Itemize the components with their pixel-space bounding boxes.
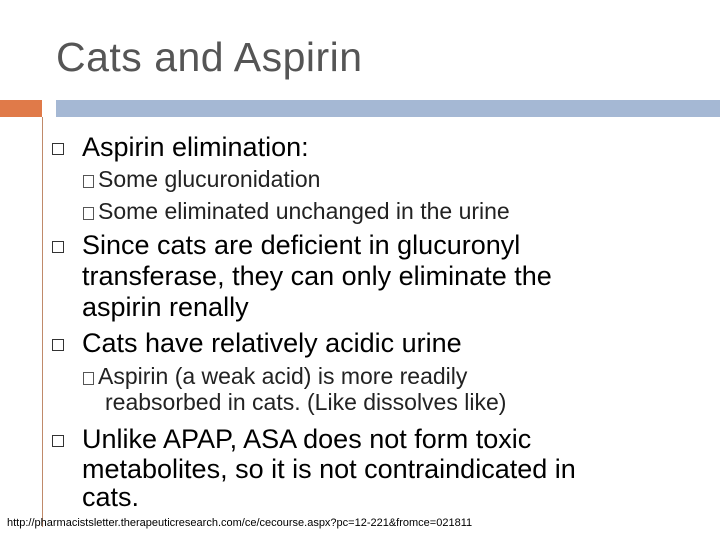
sub-bullet-box-icon bbox=[83, 207, 94, 220]
sub-bullet-text: Some eliminated unchanged in the urine bbox=[98, 198, 510, 224]
sub-bullet-box-icon bbox=[83, 372, 94, 385]
bullet-acidic-urine: Cats have relatively acidic urine bbox=[82, 328, 462, 358]
bullet-deficient-line-3: aspirin renally bbox=[82, 292, 249, 322]
bullet-deficient-line-2: transferase, they can only eliminate the bbox=[82, 261, 552, 291]
sub-bullet-glucuronidation bbox=[83, 167, 320, 192]
bullet-apap-line-3: cats. bbox=[82, 482, 140, 512]
sub-bullet-weak-acid-line-1 bbox=[83, 364, 467, 389]
bullet-apap-line-1: Unlike APAP, ASA does not form toxic bbox=[82, 424, 532, 454]
bullet-box-icon bbox=[52, 241, 64, 253]
sub-bullet-weak-acid-line-2: reabsorbed in cats. (Like dissolves like) bbox=[105, 389, 507, 415]
sub-bullet-text: Aspirin (a weak acid) is more readily bbox=[98, 363, 468, 389]
accent-bar-blue bbox=[56, 100, 720, 117]
accent-bar-orange bbox=[0, 100, 42, 117]
sub-bullet-text: Some glucuronidation bbox=[98, 166, 321, 192]
bullet-box-icon bbox=[52, 339, 64, 351]
bullet-box-icon bbox=[52, 143, 64, 155]
slide-title: Cats and Aspirin bbox=[56, 34, 363, 80]
bullet-apap-line-2: metabolites, so it is not contraindicated in bbox=[82, 454, 576, 484]
sub-bullet-box-icon bbox=[83, 175, 94, 188]
bullet-aspirin-elimination: Aspirin elimination: bbox=[82, 132, 309, 162]
vertical-rule bbox=[42, 117, 43, 527]
bullet-box-icon bbox=[52, 435, 64, 447]
bullet-deficient-line-1: Since cats are deficient in glucuronyl bbox=[82, 230, 521, 260]
sub-bullet-unchanged-urine bbox=[83, 199, 510, 224]
source-url: http://pharmacistsletter.therapeuticresearch.com/ce/cecourse.aspx?pc=12-221&fromce=021811 bbox=[7, 517, 473, 529]
